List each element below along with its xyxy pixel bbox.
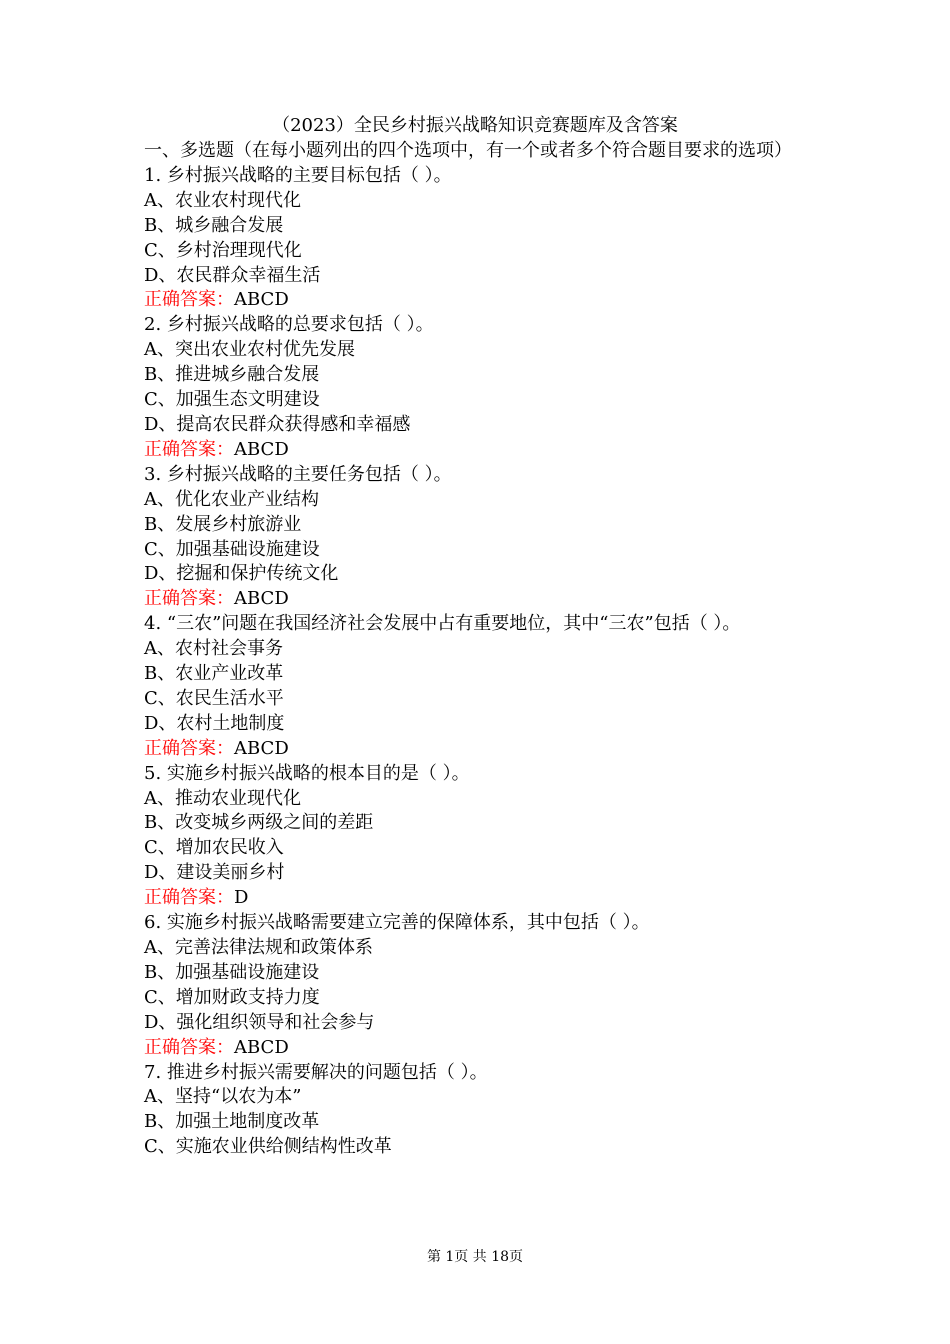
option: C、实施农业供给侧结构性改革 [144, 1136, 392, 1158]
answer-line [144, 587, 804, 612]
option: D、提高农民群众获得感和幸福感 [144, 413, 411, 435]
option: A、完善法律法规和政策体系 [144, 937, 373, 958]
option: C、加强生态文明建设 [144, 389, 320, 411]
question-stem: 7. 推进乡村振兴需要解决的问题包括（ ）。 [144, 1061, 488, 1083]
section-heading: 一、多选题（在每小题列出的四个选项中，有一个或者多个符合题目要求的选项） [144, 140, 792, 161]
option: B、农业产业改革 [144, 663, 284, 685]
answer-label: 正确答案： [144, 588, 234, 610]
answer-line [144, 1036, 804, 1061]
question-stem: 5. 实施乡村振兴战略的根本目的是（ ）。 [144, 762, 470, 784]
document-title: （2023）全民乡村振兴战略知识竞赛题库及含答案 [272, 115, 678, 136]
option: B、加强基础设施建设 [144, 961, 320, 983]
option: A、农村社会事务 [144, 638, 283, 660]
option: B、城乡融合发展 [144, 214, 284, 236]
answer-value: D [234, 887, 249, 909]
answer-label: 正确答案： [144, 887, 234, 909]
question-stem: 6. 实施乡村振兴战略需要建立完善的保障体系，其中包括（ ）。 [144, 912, 650, 934]
answer-value: ABCD [234, 1036, 289, 1058]
page-footer: 第 1页 共 18页 [426, 1249, 524, 1265]
option: D、建设美丽乡村 [144, 862, 285, 884]
option: D、强化组织领导和社会参与 [144, 1011, 375, 1033]
answer-label: 正确答案： [144, 737, 234, 759]
answer-label: 正确答案： [144, 1036, 234, 1058]
option: A、坚持“以农为本” [144, 1086, 302, 1108]
option: B、加强土地制度改革 [144, 1111, 320, 1133]
option: D、农民群众幸福生活 [144, 264, 321, 286]
answer-label: 正确答案： [144, 289, 234, 311]
option: B、推进城乡融合发展 [144, 364, 320, 386]
answer-value: ABCD [234, 588, 289, 610]
question-stem: 3. 乡村振兴战略的主要任务包括（ ）。 [144, 463, 452, 485]
answer-value: ABCD [234, 289, 289, 311]
option: C、增加财政支持力度 [144, 986, 320, 1008]
option: A、突出农业农村优先发展 [144, 339, 355, 361]
option: A、农业农村现代化 [144, 189, 301, 211]
answer-value: ABCD [234, 438, 289, 460]
question-stem: 2. 乡村振兴战略的总要求包括（ ）。 [144, 314, 434, 336]
answer-label: 正确答案： [144, 438, 234, 460]
option: C、加强基础设施建设 [144, 538, 320, 560]
answer-line [144, 737, 804, 762]
question-stem: 1. 乡村振兴战略的主要目标包括（ ）。 [144, 164, 452, 186]
option: B、改变城乡两级之间的差距 [144, 812, 374, 834]
option: C、农民生活水平 [144, 687, 284, 709]
option: B、发展乡村旅游业 [144, 513, 302, 535]
option: D、农村土地制度 [144, 712, 285, 734]
answer-line [144, 288, 804, 313]
answer-value: ABCD [234, 737, 289, 759]
option: A、推动农业现代化 [144, 787, 301, 809]
document-body [144, 139, 804, 1160]
answer-line [144, 886, 804, 911]
answer-line [144, 438, 804, 463]
option: D、挖掘和保护传统文化 [144, 563, 339, 585]
option: A、优化农业产业结构 [144, 488, 319, 510]
option: C、乡村治理现代化 [144, 239, 302, 261]
option: C、增加农民收入 [144, 837, 284, 859]
question-stem: 4. “三农”问题在我国经济社会发展中占有重要地位，其中“三农”包括（ ）。 [144, 613, 741, 635]
